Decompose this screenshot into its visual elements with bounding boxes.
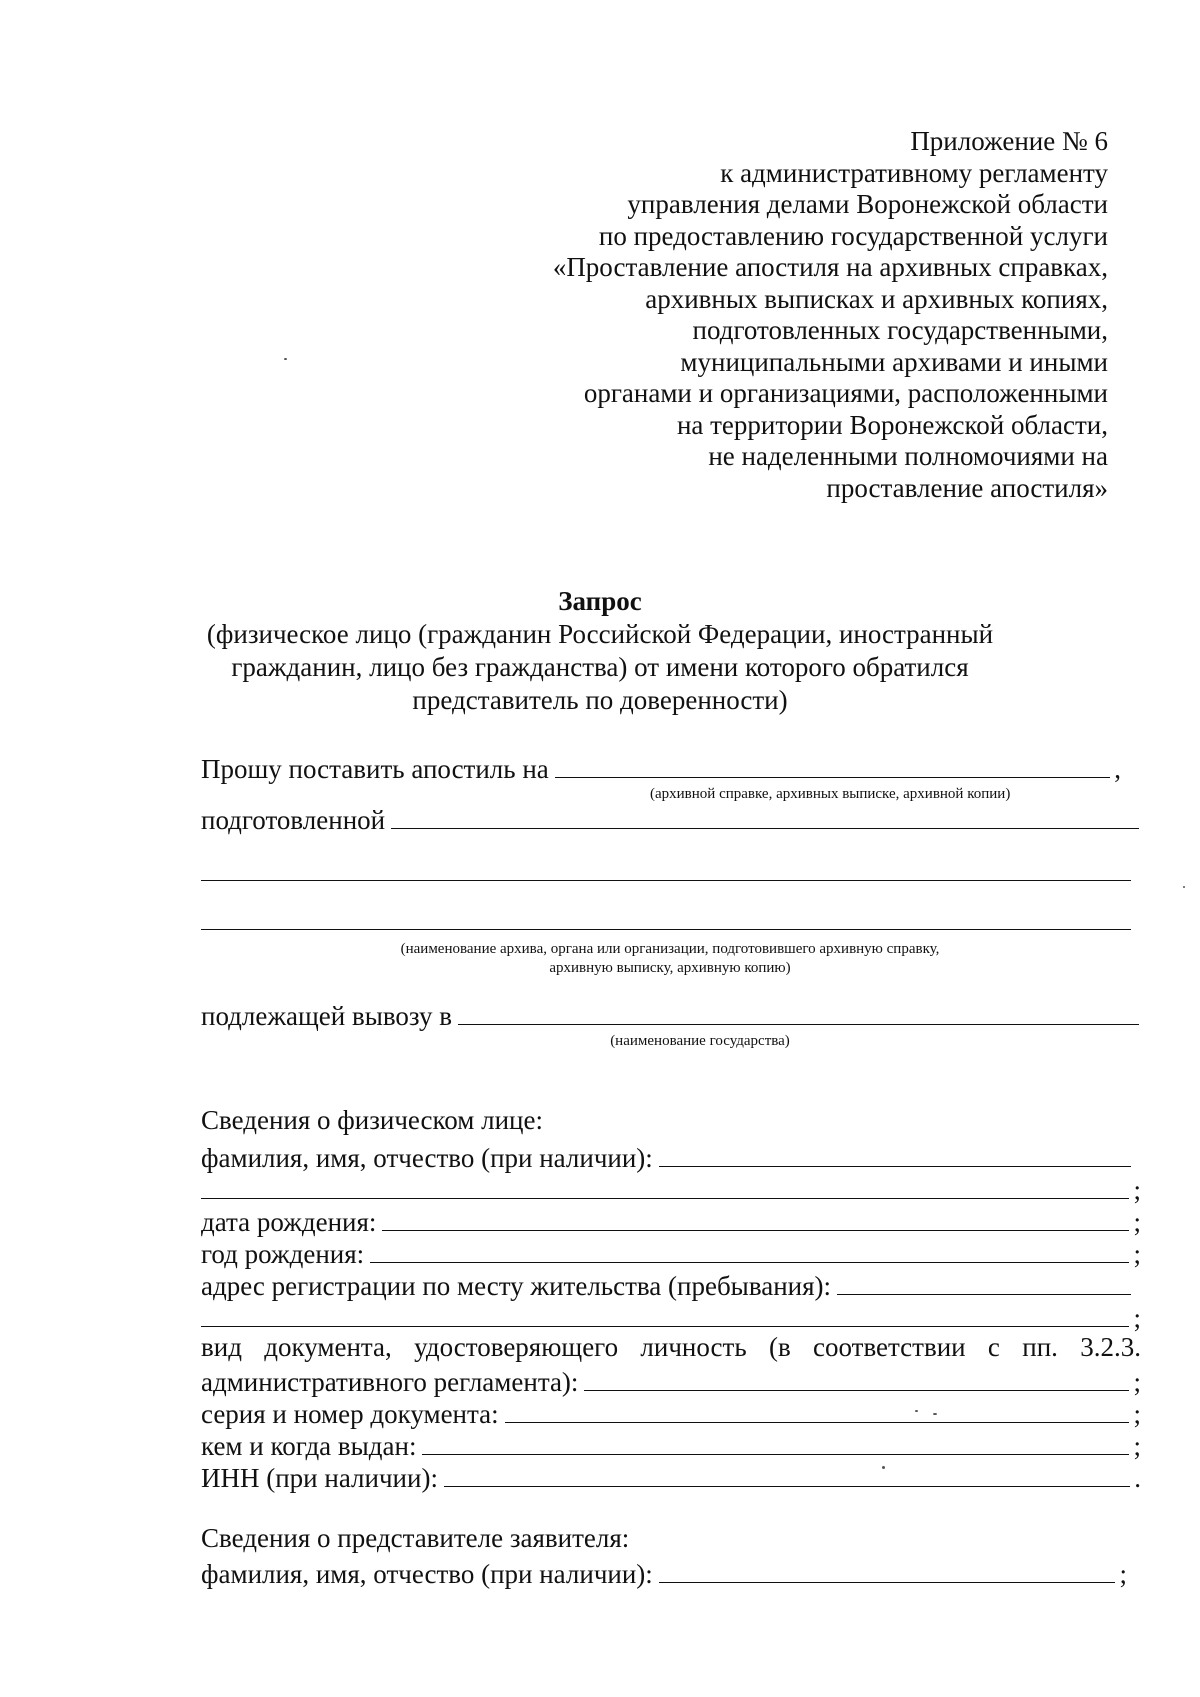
person-fio-label: фамилия, имя, отчество (при наличии): <box>201 1143 653 1173</box>
address-continuation-line[interactable] <box>201 1318 1129 1327</box>
scan-speck <box>284 358 287 360</box>
address-continuation-row <box>201 1300 1141 1334</box>
address-input-line[interactable] <box>837 1286 1131 1295</box>
person-section-title: Сведения о физическом лице: <box>201 1105 543 1135</box>
representative-fio-input-line[interactable] <box>659 1574 1116 1583</box>
semicolon: ; <box>1119 1559 1127 1589</box>
doc-type-label: административного регламента): <box>201 1367 579 1397</box>
doc-number-input-line[interactable] <box>505 1414 1130 1423</box>
annex-line: органами и организациями, расположенными <box>583 378 1108 408</box>
annex-line: подготовленных государственными, <box>692 315 1108 345</box>
scan-speck <box>882 1466 885 1469</box>
prepared-field-row <box>201 802 1139 836</box>
annex-line: муниципальными архивами и иными <box>680 346 1108 377</box>
doc-type-row <box>201 1364 1141 1398</box>
period: . <box>1134 1463 1141 1493</box>
export-input-line[interactable] <box>458 1016 1139 1025</box>
issued-input-line[interactable] <box>422 1446 1129 1455</box>
annex-line: Приложение № 6 <box>910 126 1108 156</box>
birth-year-input-line[interactable] <box>370 1254 1129 1263</box>
address-row <box>201 1268 1131 1302</box>
annex-line: на территории Воронежской области, <box>676 409 1108 440</box>
prepared-input-line[interactable] <box>391 820 1139 829</box>
annex-line: не наделенными полномочиями на <box>708 441 1108 471</box>
semicolon: ; <box>1133 1207 1141 1237</box>
annex-line: управления делами Воронежской области <box>627 189 1108 219</box>
annex-line: архивных выписках и архивных копиях, <box>645 283 1108 314</box>
doc-type-input-line[interactable] <box>584 1382 1129 1391</box>
org-hint-line2: архивную выписку, архивную копию) <box>549 960 791 976</box>
annex-header <box>488 126 1108 504</box>
prepared-continuation-line[interactable] <box>201 929 1131 930</box>
doc-type-line1: вид документа, удостоверяющего личность (в соответствии с пп. 3.2.3. <box>201 1332 1141 1362</box>
person-fio-continuation-line[interactable] <box>201 1190 1129 1199</box>
semicolon: ; <box>1133 1431 1141 1461</box>
export-field-row <box>201 998 1139 1032</box>
doc-number-row <box>201 1396 1141 1430</box>
semicolon: ; <box>1133 1239 1141 1269</box>
scan-speck <box>933 1413 937 1415</box>
issued-label: кем и когда выдан: <box>201 1431 417 1461</box>
semicolon: ; <box>1133 1367 1141 1397</box>
person-fio-continuation-row <box>201 1172 1141 1206</box>
apostille-label: Прошу поставить апостиль на <box>201 754 549 784</box>
prepared-continuation-line[interactable] <box>201 880 1131 881</box>
inn-label: ИНН (при наличии): <box>201 1463 438 1493</box>
address-label: адрес регистрации по месту жительства (пребывания): <box>201 1271 832 1301</box>
birth-year-label: год рождения: <box>201 1239 365 1269</box>
person-fio-row <box>201 1140 1131 1174</box>
annex-line: к административному регламенту <box>720 157 1108 188</box>
person-fio-input-line[interactable] <box>659 1158 1131 1167</box>
annex-line: проставление апостиля» <box>826 472 1108 503</box>
representative-section-title: Сведения о представителе заявителя: <box>201 1523 630 1553</box>
apostille-input-line[interactable] <box>555 769 1110 778</box>
issued-row <box>201 1428 1141 1462</box>
request-subtitle: (физическое лицо (гражданин Российской Федерации, иностранный гражданин, лицо без гражданства) от имени которого обратился представитель по доверенности) <box>206 619 994 715</box>
apostille-field-row <box>201 751 1121 785</box>
representative-fio-label: фамилия, имя, отчество (при наличии): <box>201 1559 653 1589</box>
birth-date-input-line[interactable] <box>382 1222 1129 1231</box>
scan-speck <box>915 1410 918 1412</box>
birth-date-label: дата рождения: <box>201 1207 377 1237</box>
annex-line: «Проставление апостиля на архивных справках, <box>552 252 1108 282</box>
birth-date-row <box>201 1204 1141 1238</box>
annex-line: по предоставлению государственной услуги <box>598 220 1108 251</box>
request-title: Запрос <box>558 586 642 616</box>
inn-row <box>201 1460 1141 1494</box>
doc-number-label: серия и номер документа: <box>201 1399 499 1429</box>
representative-fio-row <box>201 1556 1127 1590</box>
semicolon: ; <box>1133 1303 1141 1333</box>
request-heading <box>0 585 1200 717</box>
semicolon: ; <box>1133 1175 1141 1205</box>
export-label: подлежащей вывозу в <box>201 1001 453 1031</box>
prepared-label: подготовленной <box>201 805 386 835</box>
apostille-comma: , <box>1114 754 1121 784</box>
inn-input-line[interactable] <box>444 1478 1130 1487</box>
export-hint: (наименование государства) <box>610 1033 790 1049</box>
semicolon: ; <box>1133 1399 1141 1429</box>
birth-year-row <box>201 1236 1141 1270</box>
org-hint-line1: (наименование архива, органа или организации, подготовившего архивную справку, <box>400 941 940 957</box>
apostille-hint: (архивной справке, архивных выписке, архивной копии) <box>650 786 1011 802</box>
scan-speck <box>1183 886 1185 888</box>
